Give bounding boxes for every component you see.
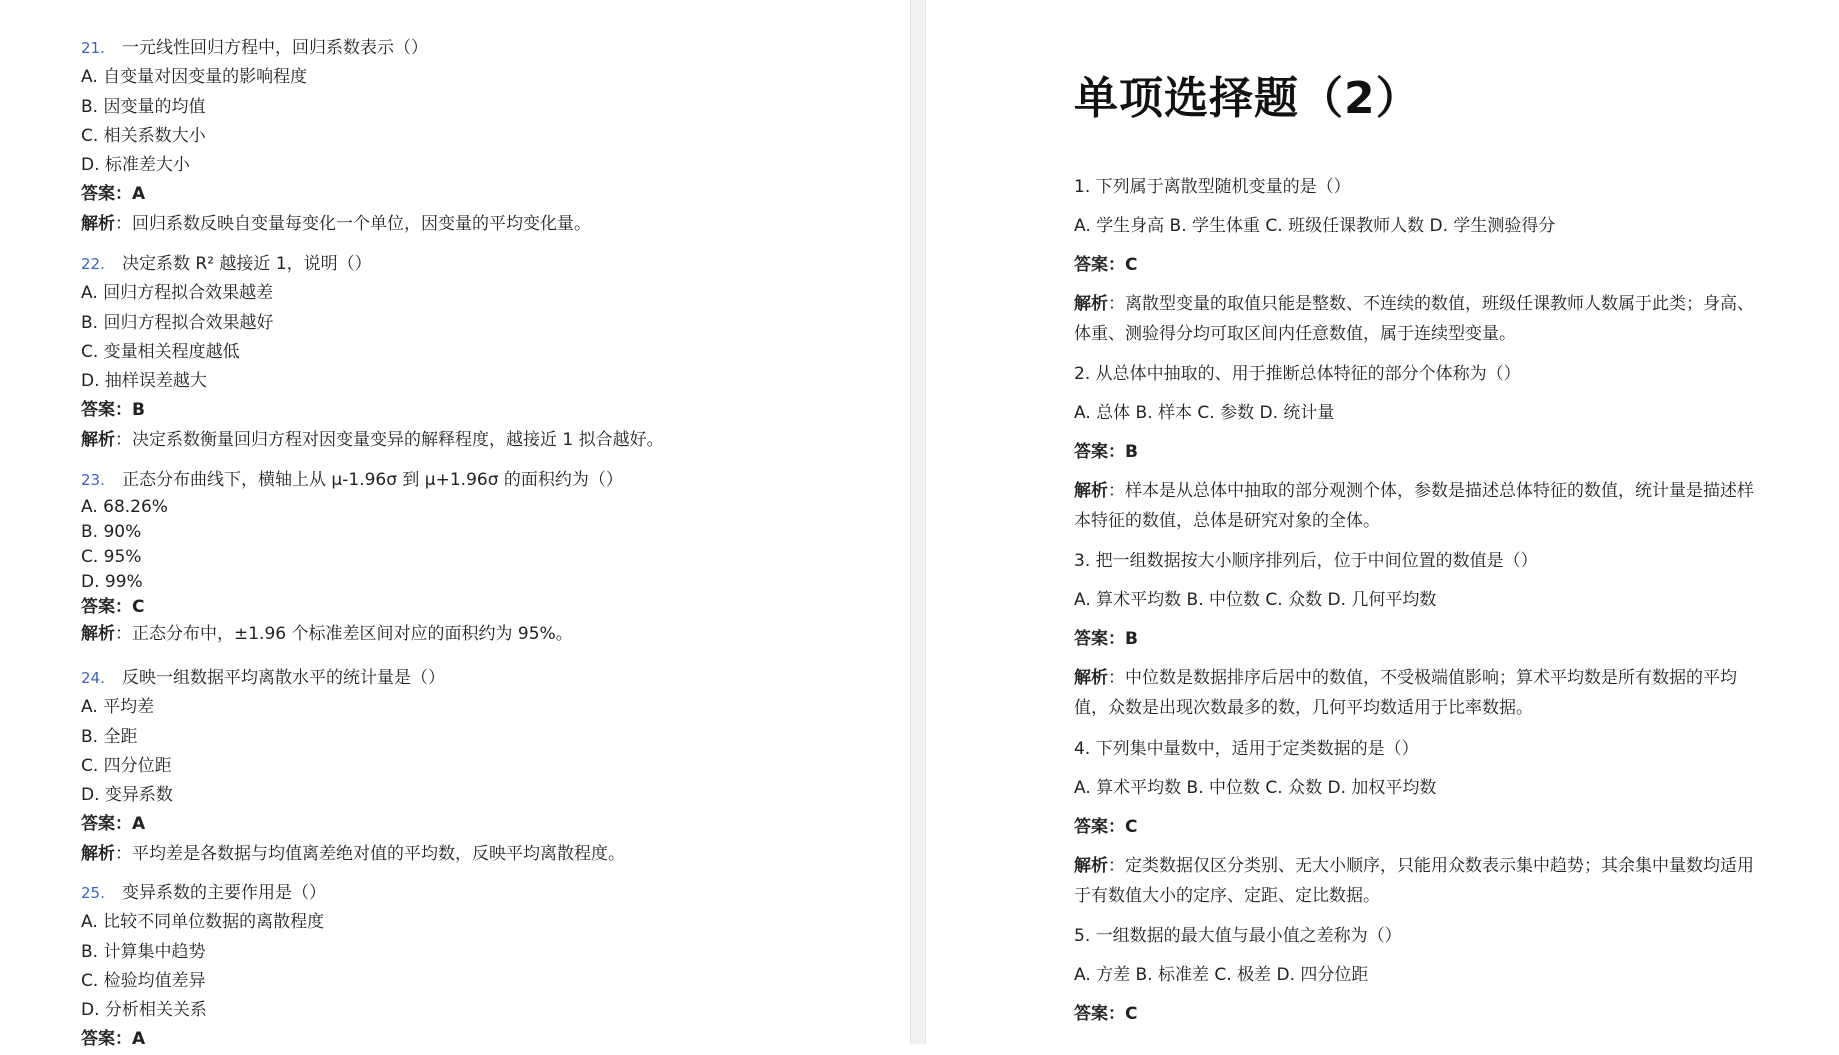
option-d: D. 标准差大小 — [81, 155, 190, 176]
answer-line: 答案：A — [81, 184, 146, 205]
right-question-3 — [1074, 542, 1754, 727]
question-stem: 25. 变异系数的主要作用是（） — [81, 879, 881, 908]
question-23 — [81, 466, 881, 650]
question-stem: 24. 反映一组数据平均离散水平的统计量是（） — [81, 664, 881, 693]
option-c: C. 检验均值差异 — [81, 970, 206, 991]
answer-line: 答案：C — [1074, 1004, 1138, 1024]
right-question-4 — [1074, 730, 1754, 915]
question-21 — [81, 34, 881, 239]
answer-line: 答案：C — [1074, 255, 1138, 275]
question-stem: 4. 下列集中量数中，适用于定类数据的是（） — [1074, 739, 1419, 759]
question-options: A. 算术平均数 B. 中位数 C. 众数 D. 几何平均数 — [1074, 590, 1437, 610]
question-stem: 2. 从总体中抽取的、用于推断总体特征的部分个体称为（） — [1074, 364, 1521, 384]
question-25 — [81, 879, 881, 1055]
question-stem: 22. 决定系数 R² 越接近 1，说明（） — [81, 250, 881, 279]
answer-value: C — [132, 597, 145, 618]
right-question-1 — [1074, 168, 1754, 353]
question-options: A. 学生身高 B. 学生体重 C. 班级任课教师人数 D. 学生测验得分 — [1074, 216, 1556, 236]
option-d: D. 99% — [81, 572, 143, 593]
question-number: 24. — [81, 669, 105, 687]
analysis-line: 解析：回归系数反映自变量每变化一个单位，因变量的平均变化量。 — [81, 213, 591, 234]
question-number: 25. — [81, 884, 105, 902]
answer-line: 答案：A — [81, 1029, 146, 1050]
question-number: 22. — [81, 255, 105, 273]
option-d: D. 分析相关关系 — [81, 1000, 207, 1021]
question-22 — [81, 250, 881, 455]
analysis-line: 解析：平均差是各数据与均值离差绝对值的平均数，反映平均离散程度。 — [81, 843, 625, 864]
option-b: B. 90% — [81, 522, 142, 543]
answer-value: C — [1125, 255, 1138, 275]
option-b: B. 全距 — [81, 726, 138, 747]
page-gutter — [910, 0, 926, 1044]
option-c: C. 95% — [81, 547, 142, 568]
answer-value: B — [132, 400, 145, 421]
analysis-line: 解析：决定系数衡量回归方程对因变量变异的解释程度，越接近 1 拟合越好。 — [81, 429, 664, 450]
answer-line: 答案：B — [81, 400, 145, 421]
option-a: A. 自变量对因变量的影响程度 — [81, 67, 308, 88]
option-b: B. 回归方程拟合效果越好 — [81, 312, 274, 333]
answer-line: 答案：C — [81, 597, 145, 618]
section-title: 单项选择题（2） — [1074, 73, 1421, 124]
option-c: C. 变量相关程度越低 — [81, 341, 240, 362]
option-d: D. 抽样误差越大 — [81, 371, 207, 392]
question-stem: 1. 下列属于离散型随机变量的是（） — [1074, 177, 1351, 197]
answer-value: B — [1125, 629, 1138, 649]
question-stem: 21. 一元线性回归方程中，回归系数表示（） — [81, 34, 881, 63]
question-stem: 23. 正态分布曲线下，横轴上从 μ-1.96σ 到 μ+1.96σ 的面积约为（） — [81, 466, 881, 495]
option-a: A. 回归方程拟合效果越差 — [81, 283, 274, 304]
question-options: A. 算术平均数 B. 中位数 C. 众数 D. 加权平均数 — [1074, 778, 1437, 798]
analysis-line: 解析：样本是从总体中抽取的部分观测个体，参数是描述总体特征的数值，统计量是描述样本特征的数值，总体是研究对象的全体。 — [1074, 481, 1754, 531]
option-b: B. 计算集中趋势 — [81, 941, 206, 962]
answer-value: C — [1125, 1004, 1138, 1024]
right-question-5 — [1074, 917, 1754, 1034]
option-a: A. 平均差 — [81, 697, 155, 718]
option-b: B. 因变量的均值 — [81, 96, 206, 117]
question-options: A. 总体 B. 样本 C. 参数 D. 统计量 — [1074, 403, 1335, 423]
option-c: C. 相关系数大小 — [81, 125, 206, 146]
right-question-2 — [1074, 355, 1754, 540]
option-a: A. 比较不同单位数据的离散程度 — [81, 912, 325, 933]
answer-line: 答案：B — [1074, 442, 1138, 462]
answer-value: A — [132, 184, 146, 205]
question-number: 21. — [81, 39, 105, 57]
analysis-line: 解析：离散型变量的取值只能是整数、不连续的数值，班级任课教师人数属于此类；身高、体重、测验得分均可取区间内任意数值，属于连续型变量。 — [1074, 294, 1754, 344]
analysis-line: 解析：中位数是数据排序后居中的数值，不受极端值影响；算术平均数是所有数据的平均值，众数是出现次数最多的数，几何平均数适用于比率数据。 — [1074, 668, 1737, 718]
option-a: A. 68.26% — [81, 497, 168, 518]
answer-line: 答案：A — [81, 814, 146, 835]
question-number: 23. — [81, 471, 105, 489]
answer-value: A — [132, 814, 146, 835]
analysis-line: 解析：定类数据仅区分类别、无大小顺序，只能用众数表示集中趋势；其余集中量数均适用于有数值大小的定序、定距、定比数据。 — [1074, 856, 1754, 906]
option-c: C. 四分位距 — [81, 755, 172, 776]
answer-line: 答案：C — [1074, 817, 1138, 837]
question-24 — [81, 664, 881, 869]
option-d: D. 变异系数 — [81, 785, 173, 806]
answer-line: 答案：B — [1074, 629, 1138, 649]
analysis-line: 解析：正态分布中，±1.96 个标准差区间对应的面积约为 95%。 — [81, 624, 573, 645]
question-stem: 3. 把一组数据按大小顺序排列后，位于中间位置的数值是（） — [1074, 551, 1538, 571]
question-stem: 5. 一组数据的最大值与最小值之差称为（） — [1074, 926, 1402, 946]
question-options: A. 方差 B. 标准差 C. 极差 D. 四分位距 — [1074, 965, 1369, 985]
answer-value: B — [1125, 442, 1138, 462]
answer-value: A — [132, 1029, 146, 1050]
answer-value: C — [1125, 817, 1138, 837]
